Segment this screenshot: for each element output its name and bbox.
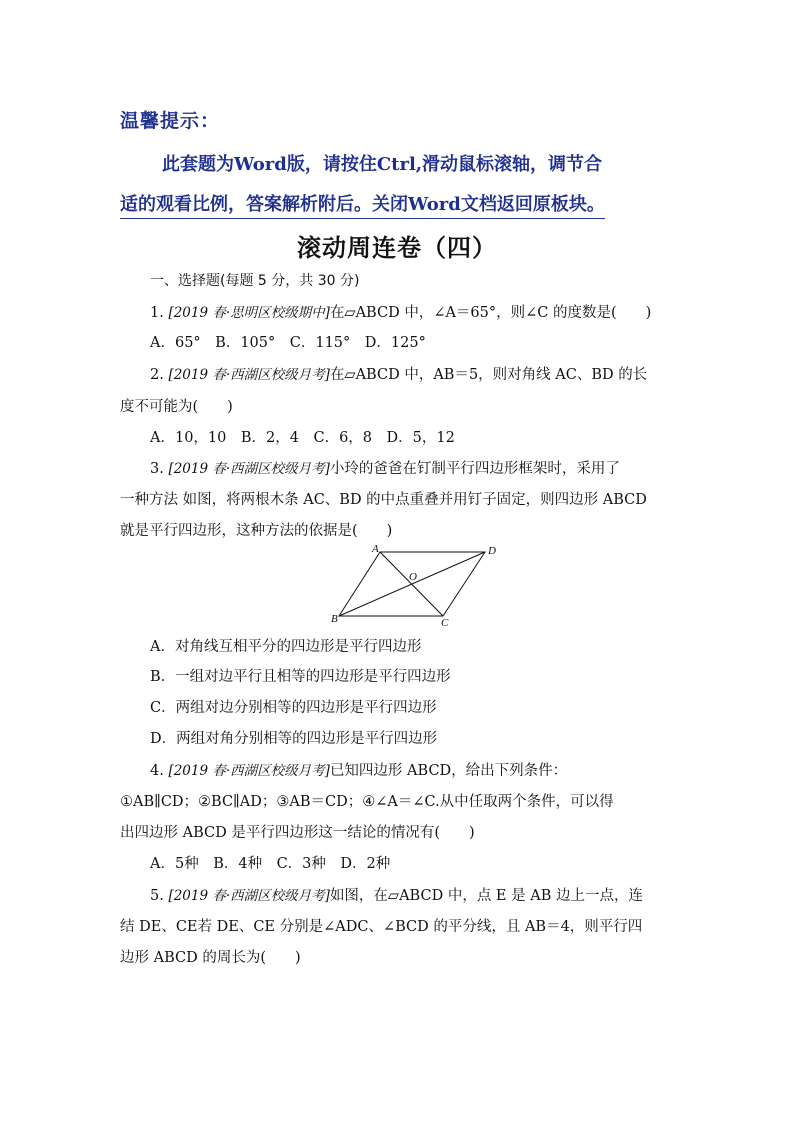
question-1-stem [150,301,651,322]
question-4-options: A．5种 B．4种 C．3种 D．2种 [150,856,391,872]
vertex-label-d: D [488,545,496,557]
question-3-option-b: B．一组对边平行且相等的四边形是平行四边形 [150,669,451,685]
question-3-number: 3. [150,461,164,477]
parallelogram-figure [325,538,500,628]
vertex-label-c: C [441,617,449,628]
question-2-stem-cont: 度不可能为( ) [120,399,233,415]
question-2-source: [2019 春·西湖区校级月考] [168,367,330,383]
notice-title: 温馨提示： [120,110,221,132]
question-3-option-c: C．两组对边分别相等的四边形是平行四边形 [150,700,437,716]
vertex-label-b: B [331,613,338,625]
question-5-number: 5. [150,888,164,904]
question-3-text: 小玲的爸爸在钉制平行四边形框架时，采用了 [329,461,620,477]
question-1-source: [2019 春·思明区校级期中] [168,305,330,321]
center-label-o: O [409,571,417,583]
question-2-stem [150,363,647,384]
question-1-text: 在▱ABCD 中，∠A＝65°，则∠C 的度数是( ) [329,305,652,321]
question-3-stem-cont-1: 一种方法 如图，将两根木条 AC、BD 的中点重叠并用钉子固定，则四边形 ABCD [120,492,647,508]
question-4-source: [2019 春·西湖区校级月考] [168,763,330,779]
question-4-number: 4. [150,763,164,779]
question-4-stem [150,759,567,780]
question-4-text: 已知四边形 ABCD，给出下列条件： [329,763,568,779]
section-heading: 一、选择题(每题 5 分，共 30 分) [150,273,360,289]
question-5-stem-cont-2: 边形 ABCD 的周长为( ) [120,950,301,966]
question-2-options: A．10，10 B．2，4 C．6，8 D．5，12 [150,430,455,446]
question-5-stem [150,884,643,905]
question-3-option-d: D．两组对角分别相等的四边形是平行四边形 [150,731,438,747]
diagonal-bd [339,552,485,616]
question-2-text: 在▱ABCD 中，AB＝5，则对角线 AC、BD 的长 [329,367,648,383]
vertex-label-a: A [372,543,379,555]
question-1-number: 1. [150,305,164,321]
question-4-stem-cont-1: ①AB∥CD；②BC∥AD；③AB＝CD；④∠A＝∠C.从中任取两个条件，可以得 [120,794,614,810]
question-2-number: 2. [150,367,164,383]
paper-title: 滚动周连卷（四） [297,234,497,262]
question-3-stem [150,457,620,478]
question-3-option-a: A．对角线互相平分的四边形是平行四边形 [150,639,422,655]
question-3-source: [2019 春·西湖区校级月考] [168,461,330,477]
question-5-stem-cont-1: 结 DE、CE若 DE、CE 分别是∠ADC、∠BCD 的平分线，且 AB＝4，则平行四 [120,919,643,935]
notice-line-1: 此套题为Word版，请按住Ctrl,滑动鼠标滚轴，调节合 [162,154,603,175]
question-1-options: A．65° B．105° C．115° D．125° [150,335,426,351]
question-3-stem-cont-2: 就是平行四边形，这种方法的依据是( ) [120,523,393,539]
notice-line-2: 适的观看比例，答案解析附后。关闭Word文档返回原板块。 [120,190,605,219]
question-4-stem-cont-2: 出四边形 ABCD 是平行四边形这一结论的情况有( ) [120,825,475,841]
question-5-source: [2019 春·西湖区校级月考] [168,888,330,904]
question-5-text: 如图，在▱ABCD 中，点 E 是 AB 边上一点，连 [329,888,643,904]
